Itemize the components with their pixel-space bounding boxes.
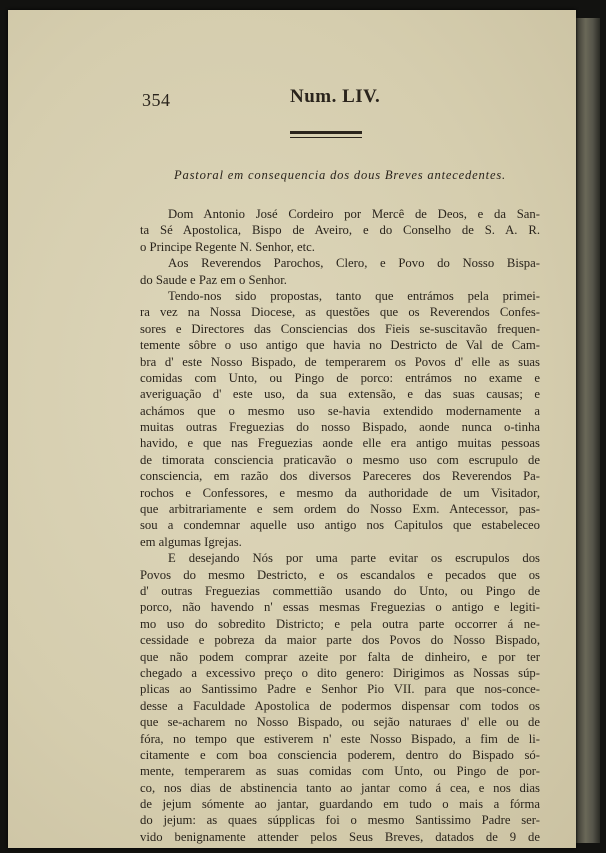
book-page <box>8 10 576 848</box>
text-line: temente sôbre o uso antigo que havia no Destricto de Val de Cam- <box>140 338 540 353</box>
text-line: ta Sé Apostolica, Bispo de Aveiro, e do Conselho de S. A. R. <box>140 223 540 238</box>
text-line: Tendo-nos sido propostas, tanto que entrámos pela primei- <box>168 288 540 303</box>
text-line: vido benignamente attender pelos Seus Breves, datados de 9 de <box>140 829 540 844</box>
text-line: de jejum sómente ao jantar, guardando em tudo o mais a fórma <box>140 797 540 812</box>
text-line: porco, não havendo n' essas mesmas Freguezias o antigo e legiti- <box>140 600 540 615</box>
text-line: o Principe Regente N. Senhor, etc. <box>140 239 315 254</box>
text-line: em algumas Igrejas. <box>140 534 242 549</box>
text-line: ra vez na Nossa Diocese, as questões que os Reverendos Confes- <box>140 305 540 320</box>
page-header <box>8 86 576 116</box>
text-line: desse a Faculdade Apostolica de podermos dispensar com todos os <box>140 698 540 713</box>
text-line: do Saude e Paz em o Senhor. <box>140 272 287 287</box>
text-line: sou a condemnar aquelle uso antigo nos Capitulos que estabeleceo <box>140 518 540 533</box>
text-line: fóra, no tempo que estiverem n' este Nosso Bispado, a fim de li- <box>140 731 540 746</box>
text-line: Povos do mesmo Destricto, e os escandalos e pecados que os <box>140 567 540 582</box>
text-line: comidas com Unto, ou Pingo de porco: entrámos no exame e <box>140 370 540 385</box>
text-line: que arbitrariamente e sem ordem do Nosso Exm. Antecessor, pas- <box>140 502 540 517</box>
text-line: sores e Directores das Consciencias dos Fieis se-suscitavão frequen- <box>140 321 540 336</box>
text-line: de timorata consciencia praticavão o mesmo uso com escrupulo de <box>140 452 540 467</box>
text-line: do jejum: as quaes súpplicas foi o mesmo Santissimo Padre ser- <box>140 813 540 828</box>
text-line: averiguação d' este uso, da sua extensão, e das suas causas; e <box>140 387 540 402</box>
title-rule-thick <box>290 131 362 134</box>
text-line: chegado a excessivo preço o dito genero: Dirigimos as Nossas súp- <box>140 665 540 680</box>
text-line: rochos e Confessores, e mesmo da authoridade de um Visitador, <box>140 485 540 500</box>
text-line: muitas outras Freguezias do nosso Bispado, aonde nunca o-tinha <box>140 420 540 435</box>
text-line: que não podem comprar azeite por falta de dinheiro, e por ter <box>140 649 540 664</box>
text-line: co, nos dias de abstinencia tanto ao jantar como á cea, e nos dias <box>140 780 540 795</box>
text-line: mo uso do sobredito Districto; e pela outra parte occorrer á ne- <box>140 616 540 631</box>
text-line: consciencia, em razão dos diversos Pareceres dos Reverendos Pa- <box>140 469 540 484</box>
section-title: Pastoral em consequencia dos dous Breves antecedentes. <box>174 168 506 182</box>
text-line: d' outras Freguezias commettião usando do Unto, ou Pingo de <box>140 583 540 598</box>
text-line: mente, temperarem as suas comidas com Unto, ou Pingo de por- <box>140 764 540 779</box>
text-line: Dom Antonio José Cordeiro por Mercê de Deos, e da San- <box>168 207 540 221</box>
running-title: Num. LIV. <box>290 86 381 107</box>
text-line: havido, e que nas Freguezias aonde elle era antigo muitas pessoas <box>140 436 540 451</box>
text-line: que se-acharem no Nosso Bispado, ou sejão naturaes d' elle ou de <box>140 715 540 730</box>
text-line: achámos que o mesmo uso se-havia extendido modernamente a <box>140 403 540 418</box>
text-line: citamente e com boa consciencia poderem, dentro do Bispado só- <box>140 747 540 762</box>
body-text <box>140 206 540 845</box>
page-number: 354 <box>142 90 171 110</box>
text-line: plicas ao Santissimo Padre e Senhor Pio VII. para que nos-conce- <box>140 682 540 697</box>
book-gutter <box>576 18 600 843</box>
text-line: E desejando Nós por uma parte evitar os escrupulos dos <box>168 551 540 566</box>
text-line: bra d' este Nosso Bispado, de temperarem os Povos d' elle as suas <box>140 354 540 369</box>
title-rule-thin <box>290 137 362 138</box>
text-line: cessidade e pobreza da maior parte dos Povos do Nosso Bispado, <box>140 633 540 648</box>
text-line: Aos Reverendos Parochos, Clero, e Povo do Nosso Bispa- <box>168 256 540 271</box>
